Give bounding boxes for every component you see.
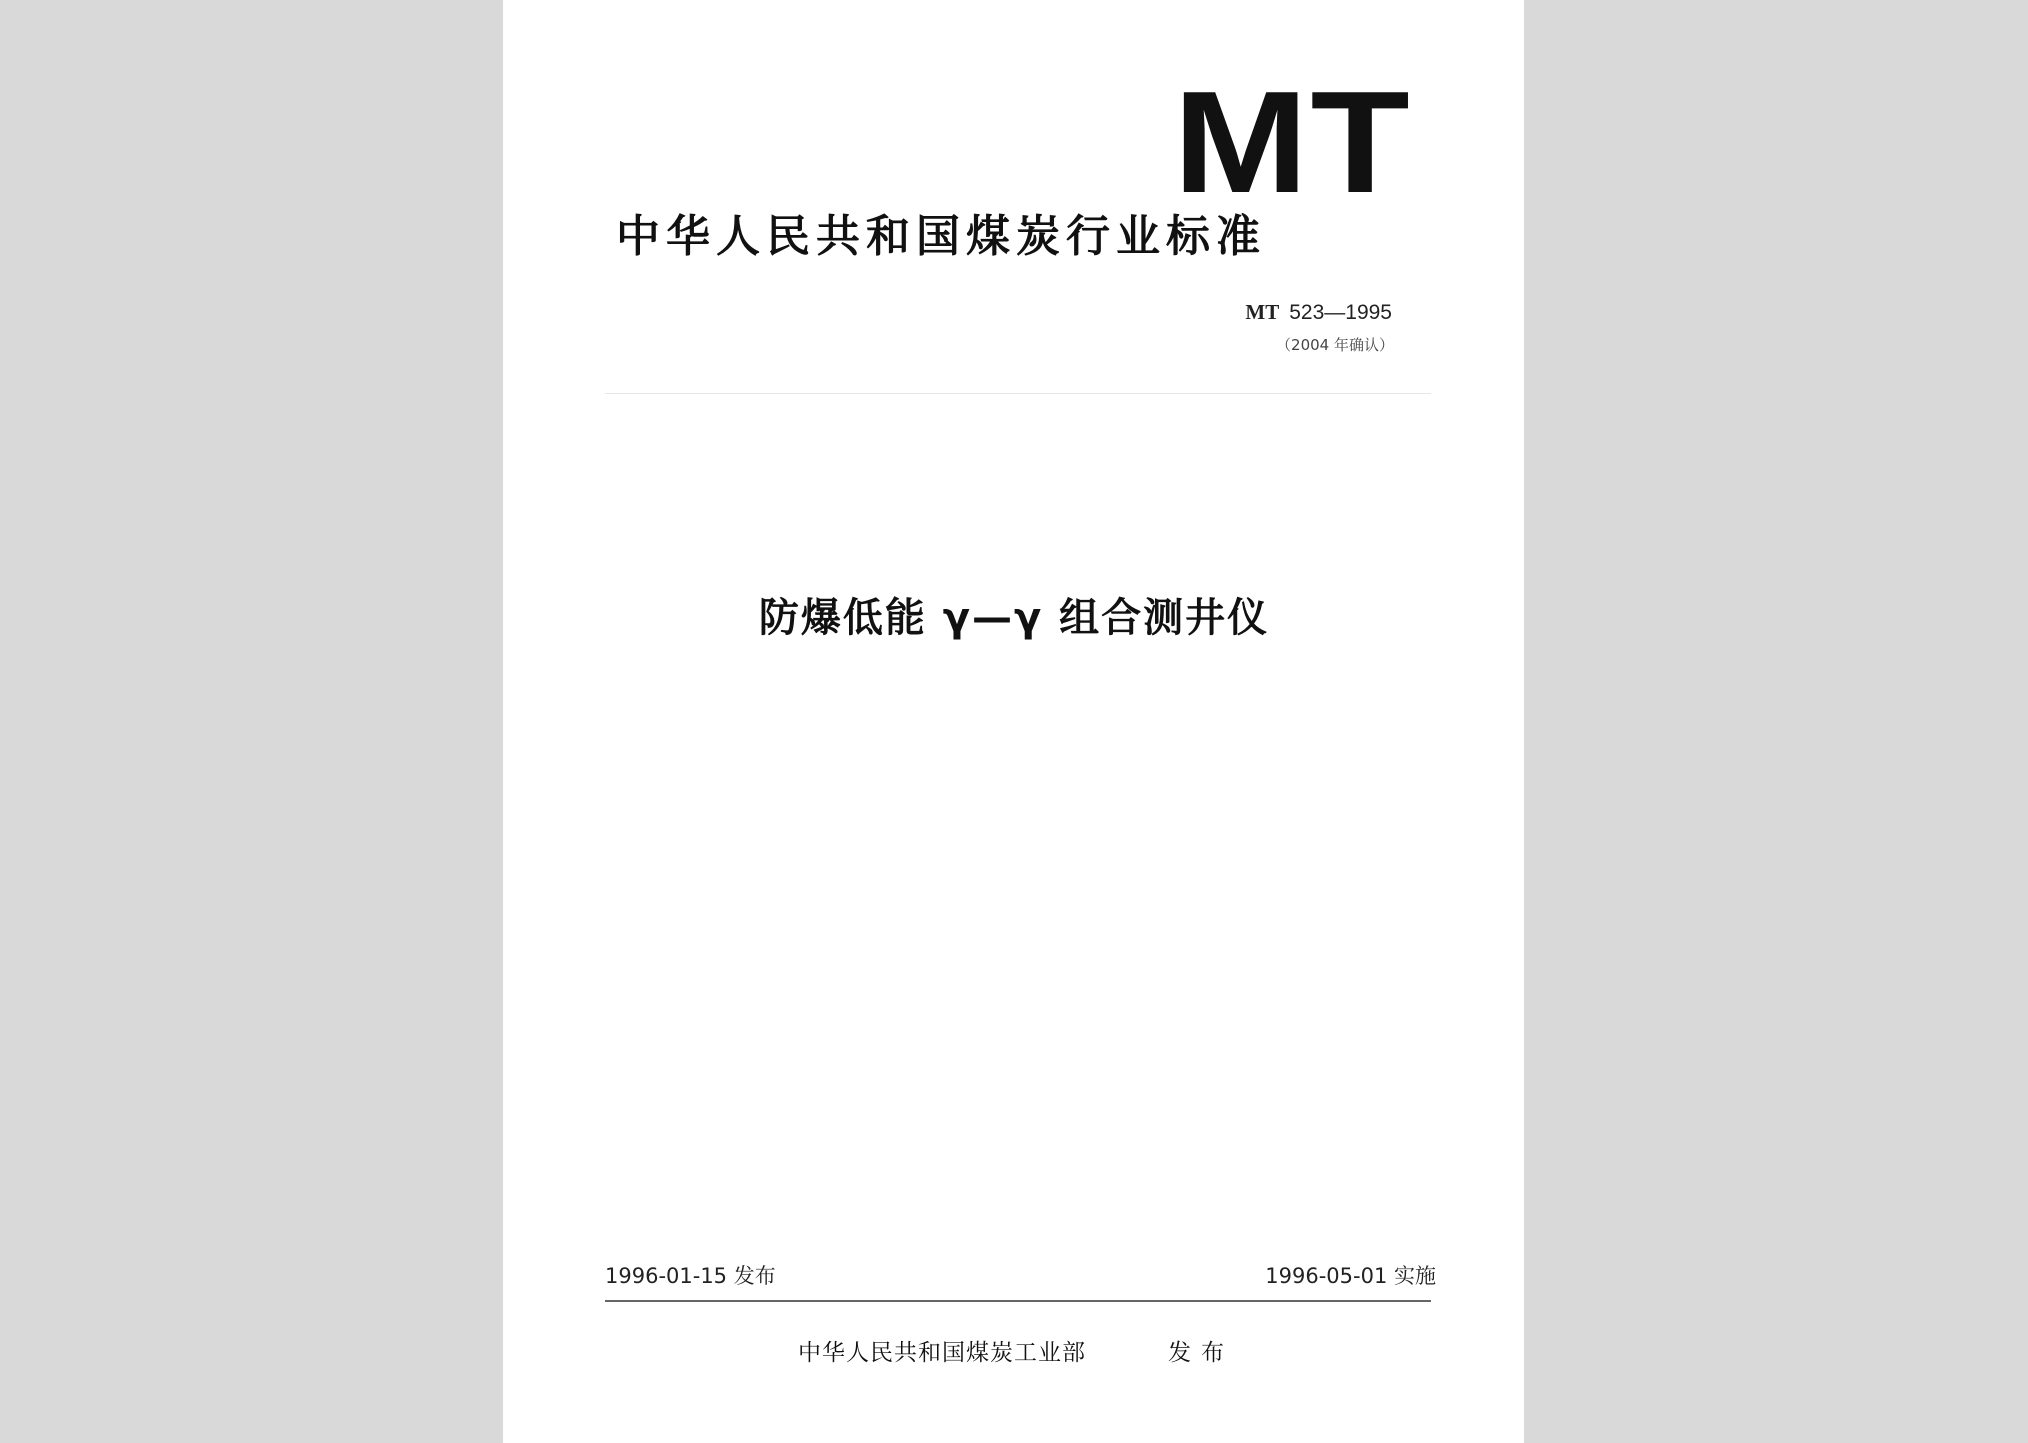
document-title-text: 防爆低能 γ—γ 组合测井仪 <box>758 595 1270 641</box>
confirmation-note: （2004 年确认） <box>1276 336 1394 354</box>
effective-date: 1996-05-01 实施 <box>1265 1264 1436 1288</box>
org-title: 中华人民共和国煤炭行业标准 <box>616 211 1266 262</box>
standard-logo: MT <box>1173 61 1412 223</box>
publish-label: 发布 <box>1168 1340 1234 1366</box>
issue-date: 1996-01-15 发布 <box>605 1264 776 1288</box>
top-divider <box>605 393 1431 394</box>
bottom-divider <box>605 1300 1431 1302</box>
standard-code-prefix: MT <box>1245 300 1280 324</box>
publisher-name: 中华人民共和国煤炭工业部 <box>798 1340 1086 1366</box>
document-title <box>0 586 2028 643</box>
standard-code-number: 523—1995 <box>1289 301 1392 324</box>
standard-code <box>1245 300 1392 325</box>
